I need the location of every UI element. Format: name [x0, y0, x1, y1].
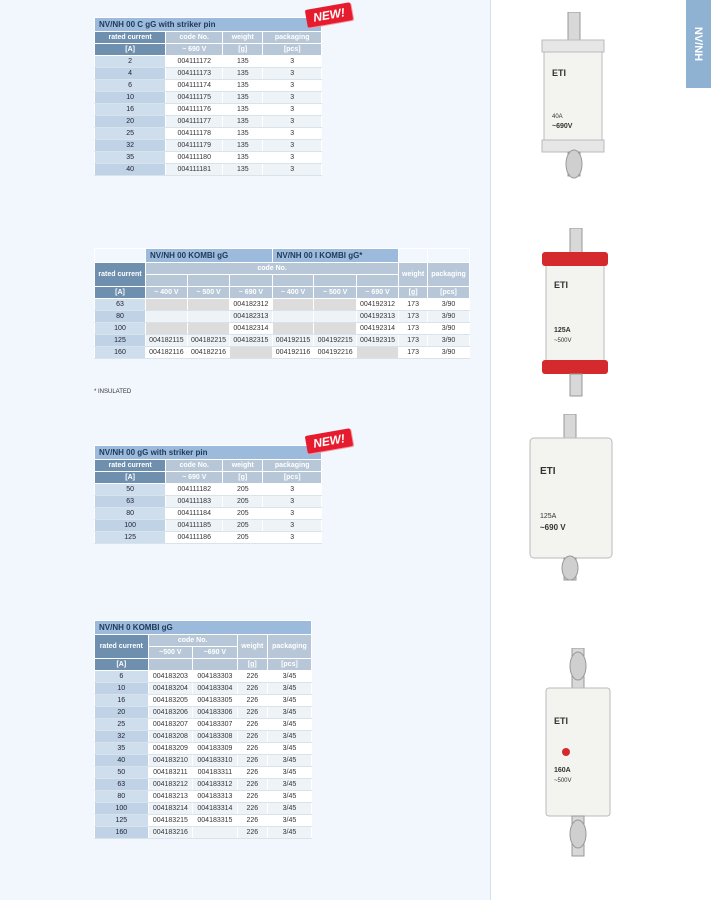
cell-rated-current: 4 [95, 68, 166, 80]
col-weight: weight [237, 635, 267, 659]
table-cell: 004192116 [272, 347, 314, 359]
unit-500v: ~500 V [148, 647, 193, 659]
cell-rated-current: 6 [95, 671, 149, 683]
table-row [95, 80, 322, 92]
table-cell: 004183304 [193, 683, 238, 695]
table-row [95, 683, 312, 695]
table-cell: 226 [237, 815, 267, 827]
cell-rated-current: 63 [95, 779, 149, 791]
table-cell: 135 [223, 56, 263, 68]
table-cell: 004182115 [146, 335, 188, 347]
table-cell [187, 299, 229, 311]
table-cell [187, 323, 229, 335]
cell-rated-current: 100 [95, 323, 146, 335]
table-row [95, 532, 322, 544]
table-cell: 004183203 [148, 671, 193, 683]
table-cell: 004192216 [314, 347, 356, 359]
cell-rated-current: 80 [95, 508, 166, 520]
fuse-rating: 125A [540, 513, 557, 520]
table-row [95, 299, 470, 311]
table-cell: 3/45 [267, 803, 311, 815]
table-cell: 3 [263, 496, 322, 508]
table-cell: 3/45 [267, 743, 311, 755]
cell-rated-current: 40 [95, 164, 166, 176]
table-cell: 004111176 [166, 104, 223, 116]
table-row [95, 68, 322, 80]
unit-a: [A] [95, 659, 149, 671]
fuse-top-cap [542, 252, 608, 266]
table-row [95, 152, 322, 164]
table-cell: 3/45 [267, 767, 311, 779]
unit-a: [A] [95, 44, 166, 56]
fuse-body [546, 254, 604, 372]
table-cell: 004183315 [193, 815, 238, 827]
table-cell: 3 [263, 484, 322, 496]
table-cell: 004192315 [356, 335, 398, 347]
cell-rated-current: 16 [95, 695, 149, 707]
table-cell: 3 [263, 152, 322, 164]
table-row [95, 164, 322, 176]
table-row [95, 707, 312, 719]
table-cell: 173 [399, 299, 428, 311]
fuse-voltage: ~500V [554, 778, 572, 784]
fuse-body [546, 688, 610, 816]
table-cell [146, 299, 188, 311]
cell-rated-current: 32 [95, 731, 149, 743]
cell-rated-current: 40 [95, 755, 149, 767]
table-cell: 3 [263, 116, 322, 128]
table-cell: 004183207 [148, 719, 193, 731]
table-cell [187, 311, 229, 323]
table-cell: 004183210 [148, 755, 193, 767]
table-row [95, 719, 312, 731]
unit-690v: ~ 690 V [230, 287, 272, 299]
table-cell [314, 323, 356, 335]
table-cell: 004182314 [230, 323, 272, 335]
table-row [95, 323, 470, 335]
group-title-kombi: NV/NH 00 KOMBI gG [146, 249, 273, 263]
table-nv-nh-00c-striker [94, 17, 322, 176]
table-cell: 173 [399, 347, 428, 359]
cell-rated-current: 10 [95, 92, 166, 104]
cell-rated-current: 32 [95, 140, 166, 152]
fuse-blade-bottom [570, 374, 582, 396]
unit-g: [g] [237, 659, 267, 671]
table-cell: 3/45 [267, 731, 311, 743]
table-cell: 3 [263, 92, 322, 104]
fuse-handle-bottom [570, 820, 586, 848]
col-rated-current: rated current [95, 460, 166, 472]
table-cell: 3 [263, 128, 322, 140]
fuse-image-1 [538, 12, 608, 182]
table-cell: 004192313 [356, 311, 398, 323]
table-row [95, 779, 312, 791]
table-cell: 004111180 [166, 152, 223, 164]
table-cell: 226 [237, 695, 267, 707]
table-row [95, 731, 312, 743]
table-row [95, 128, 322, 140]
table-cell: 135 [223, 164, 263, 176]
table-cell: 3/45 [267, 791, 311, 803]
table-cell: 135 [223, 116, 263, 128]
table-row [95, 311, 470, 323]
table-cell: 226 [237, 791, 267, 803]
table-cell: 3 [263, 68, 322, 80]
fuse-rating: 125A [554, 327, 571, 334]
fuse-bottom-cap [542, 360, 608, 374]
cell-rated-current: 2 [95, 56, 166, 68]
table-row [95, 803, 312, 815]
side-tab[interactable] [686, 0, 711, 88]
table-cell: 004183212 [148, 779, 193, 791]
table-cell: 226 [237, 683, 267, 695]
cell-rated-current: 125 [95, 815, 149, 827]
table-cell: 3 [263, 508, 322, 520]
table-cell: 173 [399, 335, 428, 347]
cell-rated-current: 100 [95, 520, 166, 532]
table-cell: 004183208 [148, 731, 193, 743]
col-code: code No. [146, 263, 399, 275]
unit-690v: ~690 V [193, 647, 238, 659]
table-cell: 135 [223, 68, 263, 80]
unit-500v-i: ~ 500 V [314, 287, 356, 299]
table-cell [272, 299, 314, 311]
table-cell: 004111186 [166, 532, 223, 544]
table-cell: 004182312 [230, 299, 272, 311]
table-cell: 004183215 [148, 815, 193, 827]
table-cell: 004183313 [193, 791, 238, 803]
table-cell: 004111181 [166, 164, 223, 176]
cell-rated-current: 100 [95, 803, 149, 815]
table-cell: 004111175 [166, 92, 223, 104]
table-cell [314, 311, 356, 323]
col-rated-current: rated current [95, 32, 166, 44]
table-row [95, 791, 312, 803]
col-weight: weight [399, 263, 428, 287]
table-row [95, 767, 312, 779]
unit-pcs: [pcs] [267, 659, 311, 671]
fuse-voltage: ~690V [552, 123, 573, 130]
table-cell: 004183309 [193, 743, 238, 755]
fuse-voltage: ~500V [554, 338, 572, 344]
table-nv-nh-0-kombi [94, 620, 312, 839]
cell-rated-current: 160 [95, 827, 149, 839]
table-cell: 3/45 [267, 719, 311, 731]
table-cell: 004192215 [314, 335, 356, 347]
fuse-brand: ETI [540, 466, 556, 477]
table-nv-nh-00-kombi [94, 248, 470, 359]
table-row [95, 520, 322, 532]
table-cell: 135 [223, 92, 263, 104]
table-cell: 004182116 [146, 347, 188, 359]
table-cell: 004183209 [148, 743, 193, 755]
table-cell: 004183205 [148, 695, 193, 707]
col-code: code No. [166, 460, 223, 472]
fuse-brand: ETI [554, 716, 569, 726]
fuse-handle [570, 652, 586, 680]
cell-rated-current: 35 [95, 743, 149, 755]
col-code: code No. [166, 32, 223, 44]
table-cell [193, 827, 238, 839]
table-cell: 004111183 [166, 496, 223, 508]
table-row [95, 484, 322, 496]
table-cell: 173 [399, 323, 428, 335]
unit-voltage: ~ 690 V [166, 472, 223, 484]
table-cell [314, 299, 356, 311]
table-cell: 3/90 [428, 299, 470, 311]
unit-690v-i: ~ 690 V [356, 287, 398, 299]
table-cell: 3/45 [267, 779, 311, 791]
table-cell: 205 [223, 496, 263, 508]
col-weight: weight [223, 460, 263, 472]
fuse-body [544, 40, 602, 152]
unit-a: [A] [95, 287, 146, 299]
col-rated-current: rated current [95, 635, 149, 659]
table-cell: 205 [223, 508, 263, 520]
table-cell: 004183311 [193, 767, 238, 779]
table-cell: 226 [237, 767, 267, 779]
table-cell: 004183308 [193, 731, 238, 743]
table-row [95, 508, 322, 520]
cell-rated-current: 125 [95, 532, 166, 544]
col-rated-current: rated current [95, 263, 146, 287]
table-cell: 004111178 [166, 128, 223, 140]
new-badge: NEW! [305, 2, 353, 28]
col-packaging: packaging [267, 635, 311, 659]
table-cell: 3/45 [267, 707, 311, 719]
unit-400v: ~ 400 V [146, 287, 188, 299]
table-cell: 226 [237, 827, 267, 839]
unit-pcs: [pcs] [428, 287, 470, 299]
table-cell: 004111172 [166, 56, 223, 68]
cell-rated-current: 50 [95, 484, 166, 496]
table-cell: 004182216 [187, 347, 229, 359]
table-cell: 004183204 [148, 683, 193, 695]
table-cell: 3/90 [428, 347, 470, 359]
table-row [95, 743, 312, 755]
table-cell: 226 [237, 671, 267, 683]
fuse-rating: 40A [552, 114, 563, 120]
unit-g: [g] [223, 472, 263, 484]
table-cell: 226 [237, 743, 267, 755]
cell-rated-current: 63 [95, 299, 146, 311]
side-tab-label: NV/NH [692, 26, 705, 62]
new-badge: NEW! [305, 428, 353, 454]
group-title-i-kombi: NV/NH 00 I KOMBI gG* [272, 249, 399, 263]
table-cell: 135 [223, 152, 263, 164]
fuse-brand: ETI [554, 280, 569, 290]
table-cell: 004183303 [193, 671, 238, 683]
fuse-body [530, 438, 612, 558]
cell-rated-current: 6 [95, 80, 166, 92]
cell-rated-current: 50 [95, 767, 149, 779]
table-cell: 226 [237, 779, 267, 791]
fuse-indicator [562, 748, 570, 756]
table-row [95, 827, 312, 839]
table-cell [230, 347, 272, 359]
table-row [95, 755, 312, 767]
table-cell: 226 [237, 707, 267, 719]
table-cell: 3 [263, 80, 322, 92]
cell-rated-current: 10 [95, 683, 149, 695]
cell-rated-current: 125 [95, 335, 146, 347]
col-weight: weight [223, 32, 263, 44]
col-packaging: packaging [263, 460, 322, 472]
cell-rated-current: 80 [95, 791, 149, 803]
table-cell: 004111173 [166, 68, 223, 80]
table-cell: 3/90 [428, 311, 470, 323]
cell-rated-current: 25 [95, 719, 149, 731]
table-cell: 004192314 [356, 323, 398, 335]
cell-rated-current: 80 [95, 311, 146, 323]
table-cell: 3/90 [428, 323, 470, 335]
fuse-top-cap [542, 40, 604, 52]
table-cell: 004192115 [272, 335, 314, 347]
table-row [95, 140, 322, 152]
table-cell: 3/45 [267, 683, 311, 695]
fuse-voltage: ~690 V [540, 523, 566, 532]
table-cell: 004183305 [193, 695, 238, 707]
table-cell: 004111179 [166, 140, 223, 152]
cell-rated-current: 20 [95, 707, 149, 719]
fuse-image-2 [540, 228, 610, 398]
table-cell: 004111174 [166, 80, 223, 92]
fuse-handle [562, 556, 578, 580]
table-title: NV/NH 00 C gG with striker pin [95, 18, 322, 32]
cell-rated-current: 25 [95, 128, 166, 140]
table-cell: 004183206 [148, 707, 193, 719]
table-cell: 004183213 [148, 791, 193, 803]
table-cell: 004183306 [193, 707, 238, 719]
table-cell [272, 311, 314, 323]
table-row [95, 671, 312, 683]
fuse-image-4 [538, 648, 618, 858]
table-cell: 3/45 [267, 695, 311, 707]
table-cell: 226 [237, 803, 267, 815]
table-cell: 205 [223, 520, 263, 532]
table-cell: 004182315 [230, 335, 272, 347]
table-cell: 004182313 [230, 311, 272, 323]
table-title: NV/NH 0 KOMBI gG [95, 621, 312, 635]
table-cell: 004183211 [148, 767, 193, 779]
table-row [95, 496, 322, 508]
table-cell: 3/45 [267, 671, 311, 683]
table-row [95, 116, 322, 128]
table-cell: 226 [237, 731, 267, 743]
table-cell: 226 [237, 755, 267, 767]
table-cell: 3 [263, 164, 322, 176]
table-row [95, 335, 470, 347]
col-packaging: packaging [263, 32, 322, 44]
unit-g: [g] [223, 44, 263, 56]
fuse-image-3 [526, 414, 616, 584]
table-cell: 205 [223, 484, 263, 496]
unit-voltage: ~ 690 V [166, 44, 223, 56]
unit-500v: ~ 500 V [187, 287, 229, 299]
table-cell: 3 [263, 140, 322, 152]
table-cell: 3/45 [267, 827, 311, 839]
table-cell: 004182215 [187, 335, 229, 347]
table-cell: 3 [263, 104, 322, 116]
table-row [95, 104, 322, 116]
table-cell: 3 [263, 520, 322, 532]
table-nv-nh-00-striker [94, 445, 322, 544]
table-row [95, 347, 470, 359]
unit-a: [A] [95, 472, 166, 484]
table-cell: 205 [223, 532, 263, 544]
table-cell: 004111185 [166, 520, 223, 532]
table-cell: 004183307 [193, 719, 238, 731]
table-cell: 3 [263, 532, 322, 544]
table-cell: 3 [263, 56, 322, 68]
table-cell: 135 [223, 80, 263, 92]
table-cell: 3/45 [267, 815, 311, 827]
table-cell: 135 [223, 104, 263, 116]
table-cell: 004111184 [166, 508, 223, 520]
fuse-rating: 160A [554, 767, 571, 774]
unit-pcs: [pcs] [263, 44, 322, 56]
insulated-note: * INSULATED [94, 389, 132, 395]
table-cell [146, 311, 188, 323]
table-cell: 226 [237, 719, 267, 731]
cell-rated-current: 35 [95, 152, 166, 164]
table-cell: 004183214 [148, 803, 193, 815]
table-cell: 004183216 [148, 827, 193, 839]
table-cell [356, 347, 398, 359]
table-cell: 135 [223, 128, 263, 140]
table-cell: 004183310 [193, 755, 238, 767]
table-cell: 3/45 [267, 755, 311, 767]
cell-rated-current: 20 [95, 116, 166, 128]
table-row [95, 695, 312, 707]
fuse-brand: ETI [552, 68, 567, 78]
table-title: NV/NH 00 gG with striker pin [95, 446, 322, 460]
table-cell [272, 323, 314, 335]
unit-400v-i: ~ 400 V [272, 287, 314, 299]
table-cell: 135 [223, 140, 263, 152]
table-cell: 004183312 [193, 779, 238, 791]
cell-rated-current: 63 [95, 496, 166, 508]
table-cell [146, 323, 188, 335]
fuse-handle [566, 150, 582, 178]
fuse-blade-top [568, 12, 580, 44]
table-cell: 004111182 [166, 484, 223, 496]
table-cell: 004111177 [166, 116, 223, 128]
table-row [95, 92, 322, 104]
unit-g: [g] [399, 287, 428, 299]
table-row [95, 56, 322, 68]
col-code: code No. [148, 635, 237, 647]
cell-rated-current: 160 [95, 347, 146, 359]
table-cell: 004183314 [193, 803, 238, 815]
cell-rated-current: 16 [95, 104, 166, 116]
table-cell: 004192312 [356, 299, 398, 311]
table-cell: 173 [399, 311, 428, 323]
column-divider [490, 0, 491, 900]
col-packaging: packaging [428, 263, 470, 287]
table-row [95, 815, 312, 827]
unit-pcs: [pcs] [263, 472, 322, 484]
table-cell: 3/90 [428, 335, 470, 347]
